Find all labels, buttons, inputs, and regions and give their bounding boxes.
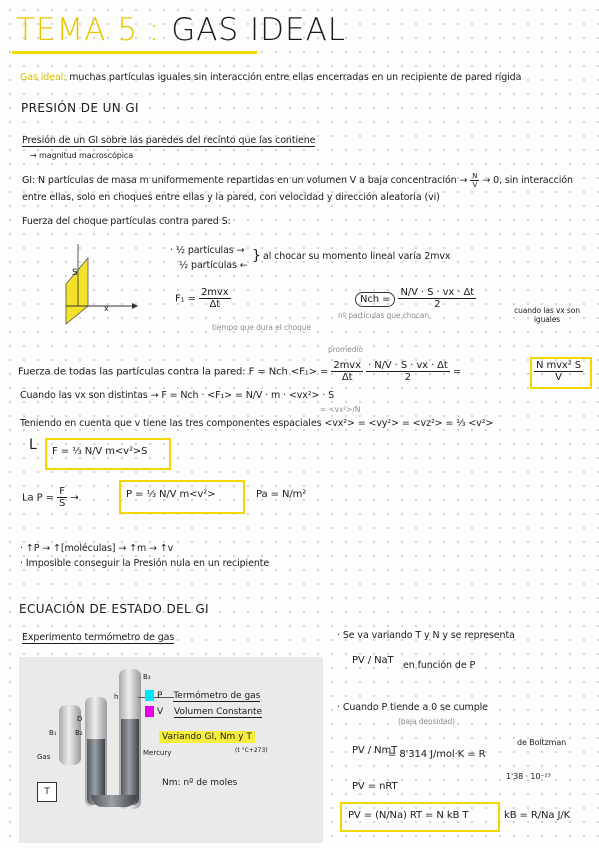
- todas-box-d: V: [555, 372, 562, 383]
- experimento: [22, 632, 174, 643]
- pv-nat2: PV / NmT: [352, 745, 398, 756]
- nch-num: N/V · S · vx · Δt: [400, 287, 475, 298]
- todas-mid-d: 2: [404, 372, 412, 383]
- fig-mercury: Mercury: [143, 749, 172, 757]
- def-line2: → magnitud macroscópica: [30, 151, 134, 160]
- todas-mid-frac: [366, 360, 450, 383]
- nch-frac: [398, 287, 476, 310]
- bullet-2: · Imposible conseguir la Presión nula en un recipiente: [20, 558, 270, 569]
- gas-thermometer-figure: [19, 657, 323, 843]
- fig-variando: Variando GI, Nm y T: [159, 731, 255, 743]
- fig-h: h: [114, 693, 119, 701]
- half-note: al chocar su momento lineal varía 2mvx: [263, 251, 451, 262]
- todas-frac: [331, 360, 363, 383]
- boltz-val: 1'38 · 10⁻²³: [506, 772, 551, 781]
- pv-nrt: PV = nRT: [352, 781, 398, 792]
- todas-frac-d: Δt: [341, 372, 353, 383]
- gi-frac-d: V: [472, 181, 478, 189]
- todas-box-n: N mvx² S: [536, 360, 581, 371]
- p-color-tag: [145, 690, 154, 701]
- page-title: [16, 12, 346, 48]
- r3: = 8'314 J/mol·K = R: [388, 749, 486, 760]
- gi-line2: entre ellas, solo en choques entre ellas y la pared, con velocidad y dirección aleatoria (vi): [22, 192, 440, 203]
- todas-box-frac: [534, 360, 583, 383]
- fig-p-row: [145, 690, 260, 701]
- fig-d: D: [77, 715, 83, 723]
- todas-result: [534, 360, 583, 383]
- fig-t: T: [37, 782, 57, 802]
- f-result: F = ⅓ N/V m<v²>S: [52, 446, 148, 457]
- intro-text: muchas partículas iguales sin interacción entre ellas encerradas en un recipiente de pared rígida: [69, 72, 522, 83]
- todas-mid-n: · N/V · S · vx · Δt: [368, 360, 448, 371]
- f1-formula: [175, 287, 231, 310]
- title-part2: GAS IDEAL: [171, 12, 347, 48]
- nch-lhs: Nch =: [355, 292, 395, 307]
- title-underline: [12, 51, 257, 54]
- fig-p-text: Termómetro de gas: [173, 691, 261, 701]
- section-presion: PRESIÓN DE UN GI: [21, 101, 139, 115]
- mercury-right: [121, 719, 139, 805]
- brace: }: [252, 248, 261, 264]
- fig-nm: Nm: nº de moles: [162, 778, 238, 788]
- v-color-tag: [145, 706, 154, 717]
- fig-gas: Gas: [37, 753, 51, 761]
- intro-highlight: Gas ideal:: [20, 72, 67, 83]
- label-x: x: [104, 304, 109, 313]
- todas-frac-n: 2mvx: [333, 360, 361, 371]
- note-promedio: promedio: [328, 345, 363, 354]
- todas-formula: [18, 360, 461, 383]
- boltz: de Boltzman: [517, 738, 567, 747]
- r2: · Cuando P tiende a 0 se cumple: [337, 702, 488, 713]
- mercury-u: [91, 795, 137, 807]
- fig-v-row: [145, 706, 262, 717]
- fig-tc: (t °C+273): [235, 747, 268, 754]
- todas-eq: =: [452, 366, 462, 378]
- label-s: S: [72, 268, 78, 278]
- r1: · Se va variando T y N y se representa: [337, 630, 515, 641]
- nch-den: 2: [434, 299, 441, 310]
- def-line1: [22, 135, 315, 146]
- final-formula: PV = (N/Na) RT = N kB T: [348, 810, 469, 821]
- def-line1-text: Presión de un GI sobre las paredes del recinto que las contiene: [22, 135, 316, 146]
- intro-line: [20, 72, 521, 83]
- fig-v-label: V: [157, 707, 164, 717]
- f1-lhs: F₁ =: [175, 293, 196, 305]
- title-part1: TEMA 5 :: [16, 12, 161, 48]
- note-cuando: cuando las vx son iguales: [514, 306, 580, 324]
- pa-unit: Pa = N/m²: [256, 489, 307, 500]
- distintas-note: = <vx²>/N: [320, 405, 361, 414]
- experimento-text: Experimento termómetro de gas: [22, 632, 175, 643]
- note-tiempo: tiempo que dura el choque: [212, 323, 311, 332]
- la-p: [22, 486, 79, 509]
- fig-p-label: P: [157, 691, 163, 701]
- todas-lhs: Fuerza de todas las partículas contra la pared: F = Nch <F₁> =: [18, 366, 329, 378]
- nch-formula: [355, 287, 476, 310]
- la-p-arrow: →: [70, 492, 79, 504]
- gi-frac: [470, 172, 479, 189]
- la-p-frac-n: F: [57, 486, 67, 498]
- gi-frac-n: N: [472, 172, 478, 180]
- half-particles-1: · ½ partículas →: [170, 245, 245, 256]
- gi-line1-a: GI: N partículas de masa m uniformemente repartidas en un volumen V a baja concentración →: [22, 175, 468, 186]
- gi-line1: [22, 172, 573, 189]
- f1-frac: [199, 287, 231, 310]
- f1-den: Δt: [209, 299, 221, 310]
- fig-b1: B₁: [49, 729, 57, 737]
- fig-b3: B₃: [143, 673, 151, 681]
- l-arrow: L: [29, 437, 37, 453]
- f1-num: 2mvx: [201, 287, 229, 298]
- distintas-line: Cuando las vx son distintas → F = Nch · <F₁> = N/V · m · <vx²> · S: [20, 390, 335, 401]
- fig-b2: B₂: [75, 729, 83, 737]
- wall-diagram: [58, 236, 148, 326]
- la-p-frac-d: S: [58, 498, 66, 509]
- r2-note: (baja densidad): [398, 717, 456, 726]
- half-particles-2: ½ partículas ←: [179, 260, 248, 271]
- bullet-1: · ↑P → ↑[moléculas] → ↑m → ↑v: [20, 543, 174, 554]
- fig-v-text: Volumen Constante: [174, 707, 263, 717]
- pv-nat: PV / NaT: [352, 655, 394, 666]
- componentes-line: Teniendo en cuenta que v tiene las tres componentes espaciales <vx²> = <vy²> = <vz²> = ⅓ <v²>: [20, 418, 494, 429]
- la-p-lhs: La P =: [22, 492, 54, 504]
- note-nch: nº partículas que chocan: [338, 311, 430, 320]
- gi-line1-b: , sin interacción: [499, 175, 573, 186]
- kb: kB = R/Na J/K: [504, 810, 571, 821]
- en-funcion: en función de P: [403, 660, 476, 671]
- gi-arrow: → 0: [482, 175, 500, 186]
- section-ecuacion: ECUACIÓN DE ESTADO DEL GI: [19, 602, 209, 616]
- fuerza-header: Fuerza del choque partículas contra pared S:: [22, 216, 231, 227]
- la-p-frac: [57, 486, 67, 509]
- p-result: P = ⅓ N/V m<v²>: [126, 489, 216, 500]
